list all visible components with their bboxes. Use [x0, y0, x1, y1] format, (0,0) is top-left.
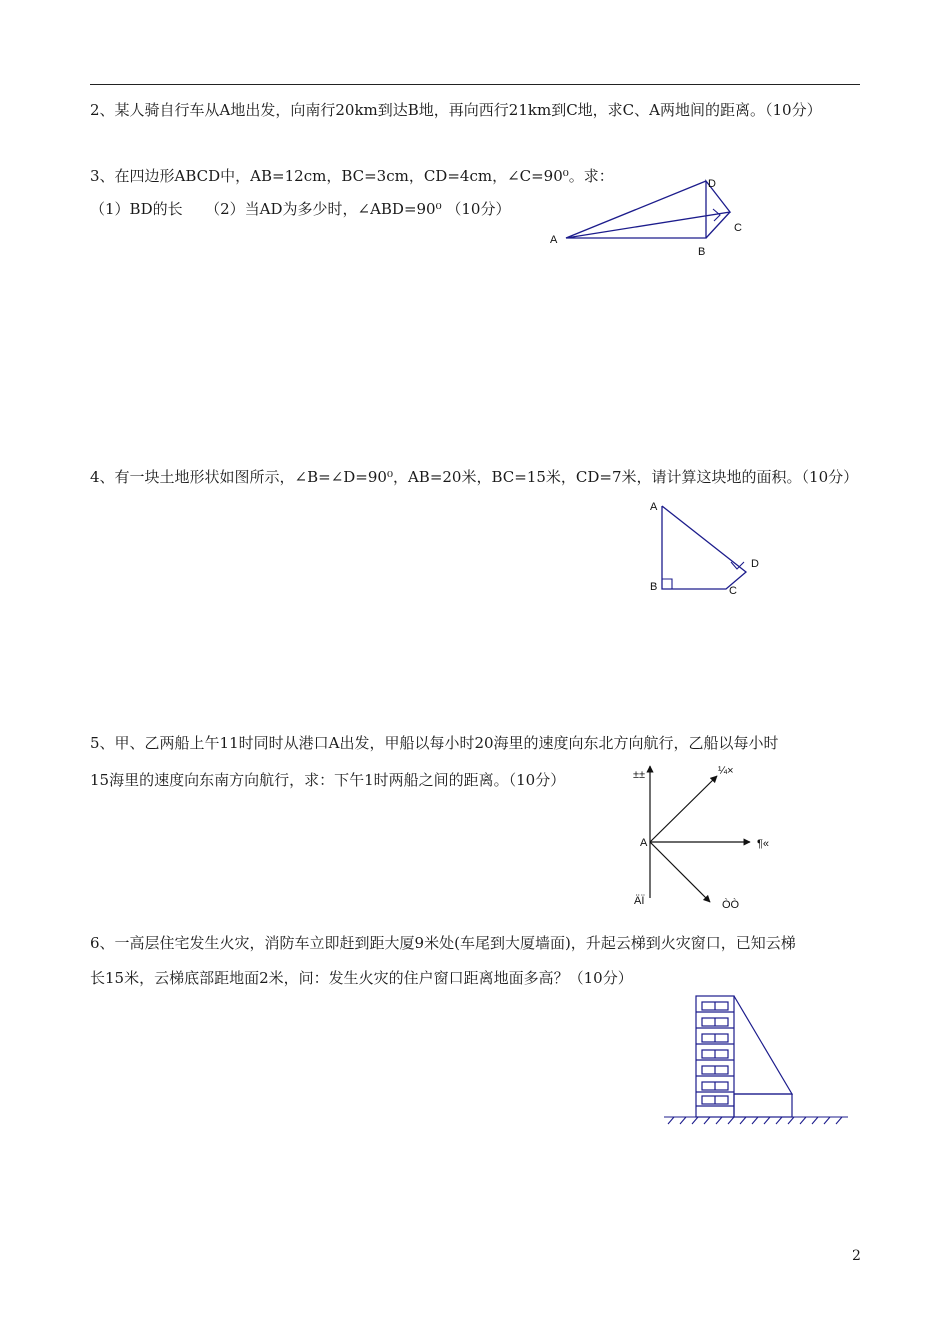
east-label: ¶« [757, 838, 770, 850]
question-6-line-2: 长15米，云梯底部距地面2米，问：发生火灾的住户窗口距离地面多高？（10分） [90, 969, 633, 987]
origin-label: A [640, 837, 648, 849]
label-b: B [650, 581, 658, 593]
northeast-label: ¼× [718, 765, 734, 777]
label-c: C [729, 585, 737, 597]
page-number: 2 [852, 1248, 861, 1264]
fire-truck-box [734, 1094, 792, 1117]
southeast-label: ÒÒ [722, 899, 740, 911]
question-5-line-1: 5、甲、乙两船上午11时同时从港口A出发，甲船以每小时20海里的速度向东北方向航行，乙船以每小时 [90, 734, 779, 752]
land-shape-figure [640, 496, 770, 602]
southeast-arrow [650, 842, 710, 902]
right-angle-mark-b [662, 579, 672, 589]
question-2-text: 2、某人骑自行车从A地出发，向南行20km到达B地，再向西行21km到C地，求C、A两地间的距离。（10分） [90, 101, 822, 119]
question-3-line-2: （1）BD的长 （2）当AD为多少时，∠ABD=90⁰ （10分） [90, 200, 511, 218]
south-label: ÄÏ [634, 895, 645, 907]
label-c: C [734, 222, 742, 234]
northeast-arrow [650, 776, 717, 842]
label-a: A [650, 501, 658, 513]
fire-ladder-figure [660, 990, 852, 1130]
label-b: B [698, 246, 706, 258]
compass-direction-figure [630, 758, 780, 916]
label-d: D [751, 558, 759, 570]
label-d: D [708, 178, 716, 190]
question-4-text: 4、有一块土地形状如图所示，∠B=∠D=90⁰，AB=20米，BC=15米，CD=7米，请计算这块地的面积。（10分） [90, 468, 859, 486]
question-5-line-2: 15海里的速度向东南方向航行，求：下午1时两船之间的距离。（10分） [90, 771, 566, 789]
north-label: ±± [633, 769, 646, 781]
ground-hatching [664, 1117, 848, 1124]
question-6-line-1: 6、一高层住宅发生火灾，消防车立即赶到距大厦9米处(车尾到大厦墙面)，升起云梯到火灾窗口，已知云梯 [90, 934, 796, 952]
building-drawing [696, 996, 734, 1117]
question-3-line-1: 3、在四边形ABCD中，AB=12cm，BC=3cm，CD=4cm，∠C=90⁰。求： [90, 167, 614, 185]
label-a: A [550, 234, 558, 246]
quadrilateral-abcd-figure [540, 172, 760, 262]
ladder-line [734, 996, 792, 1094]
header-rule [90, 84, 860, 85]
